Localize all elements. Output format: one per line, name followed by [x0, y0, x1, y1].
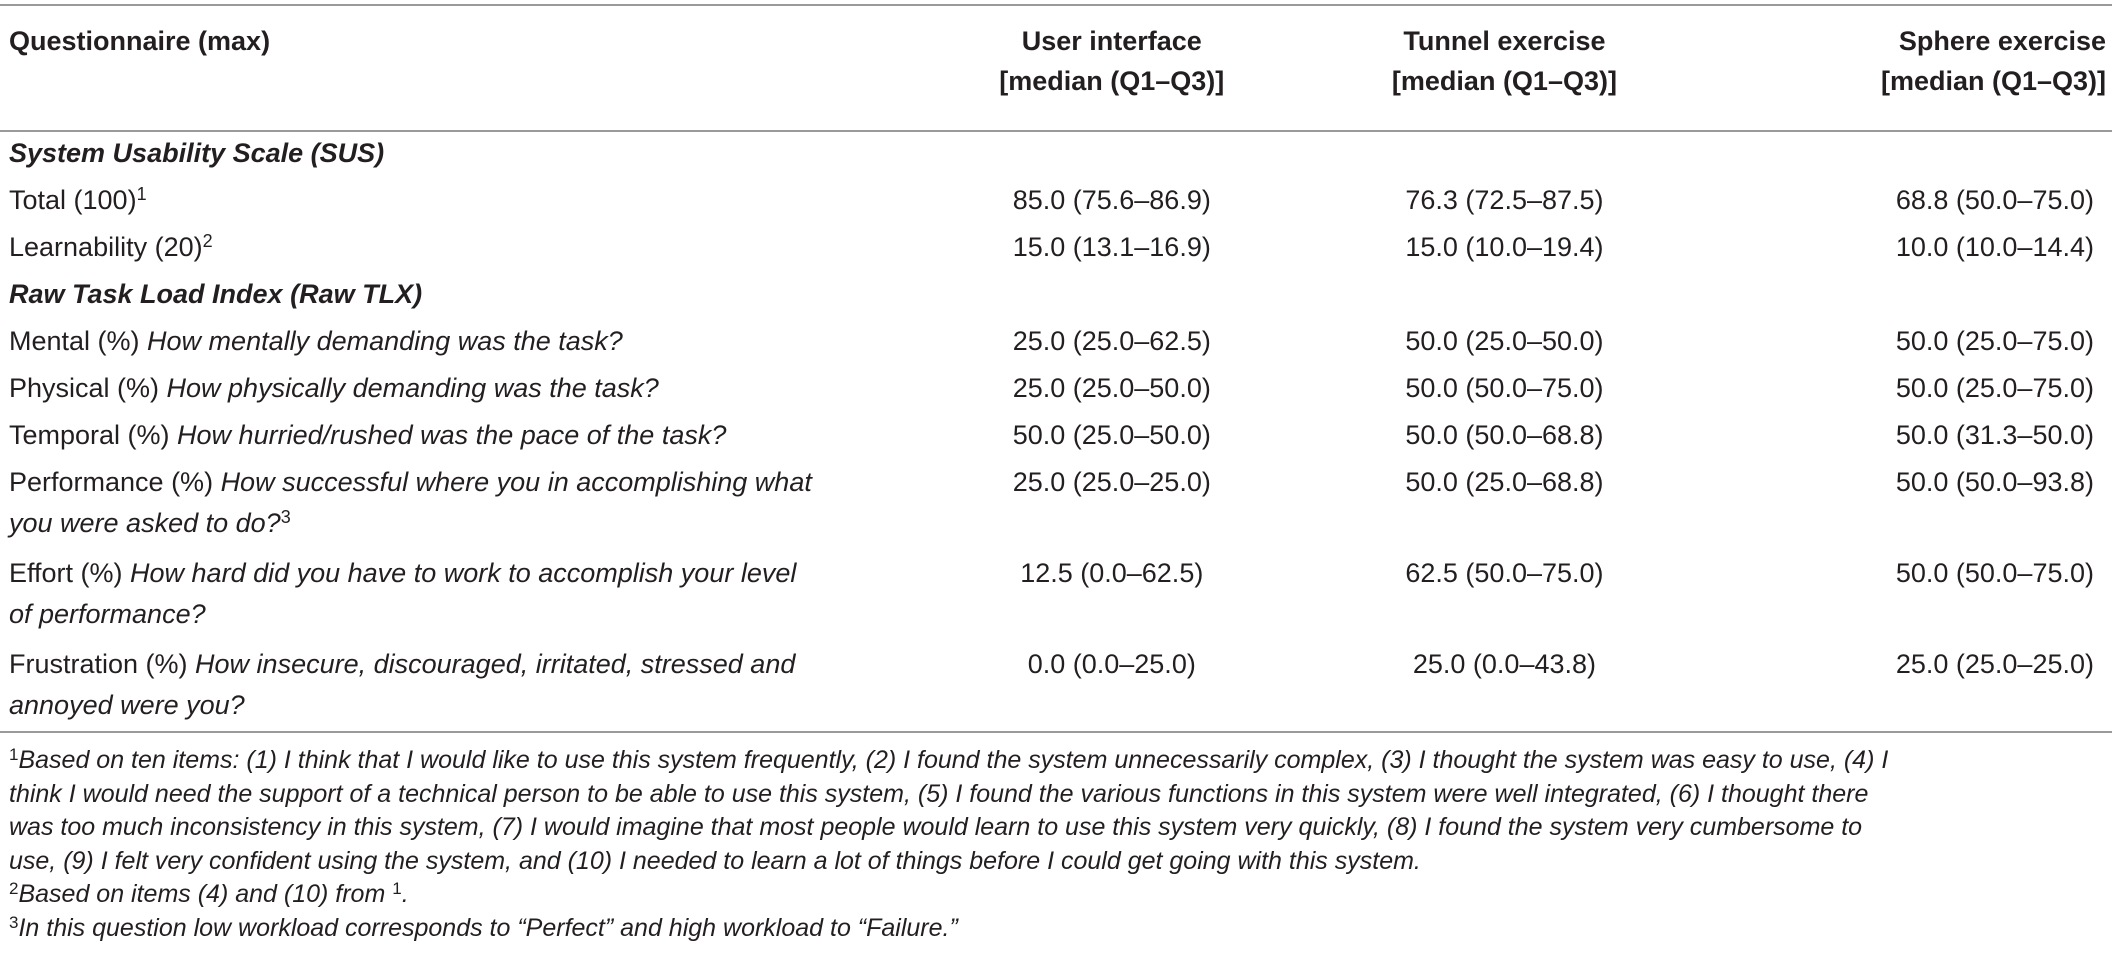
- row-label: Performance (%) How successful where you in accomplishing what you were asked to do?$^3$: [9, 467, 812, 538]
- table-row-mental: [0, 318, 2112, 365]
- cell-sphere: 10.0 (10.0–14.4): [1895, 232, 2094, 262]
- row-question-line2: annoyed were you?: [9, 690, 245, 720]
- footnote-ref: 1: [392, 879, 402, 898]
- header-tunnel-sub: [median (Q1–Q3)]: [1391, 66, 1617, 96]
- row-label: Frustration (%) How insecure, discouraged, irritated, stressed and annoyed were you?: [9, 649, 796, 720]
- header-questionnaire: Questionnaire (max): [9, 26, 271, 56]
- header-user-interface: [926, 4, 1297, 130]
- table-row-total: [0, 177, 2112, 224]
- table-row-learnability: [0, 224, 2112, 271]
- row-label: Total $(100)^1$: [9, 184, 147, 215]
- section-row-tlx: [0, 271, 2112, 318]
- table-row-physical: [0, 365, 2112, 412]
- cell-ui: 0.0 (0.0–25.0): [1027, 649, 1196, 679]
- cell-tunnel: 50.0 (50.0–68.8): [1405, 420, 1604, 450]
- cell-ui: 25.0 (25.0–50.0): [1012, 373, 1211, 403]
- section-title-tlx: Raw Task Load Index (Raw TLX): [9, 279, 423, 309]
- footnote-ref: 1: [136, 184, 147, 204]
- footnote-ref: 3: [280, 507, 291, 527]
- cell-tunnel: 62.5 (50.0–75.0): [1405, 558, 1604, 588]
- table-row-performance: [0, 459, 2112, 550]
- row-label: Learnability $(20)^2$: [9, 231, 213, 262]
- row-question-line1: How insecure, discouraged, irritated, stressed and: [195, 649, 796, 679]
- row-question-line1: How hard did you have to work to accomplish your level: [130, 558, 797, 588]
- footnote-ref: 2: [202, 231, 213, 251]
- row-question: How hurried/rushed was the pace of the task?: [177, 420, 727, 450]
- table-row-frustration: [0, 641, 2112, 732]
- questionnaire-table: [0, 4, 2112, 732]
- footnote-mark: 2: [9, 879, 19, 898]
- cell-ui: 25.0 (25.0–25.0): [1012, 467, 1211, 497]
- footnote-mark: 3: [9, 912, 19, 932]
- header-sphere-title: Sphere exercise: [1898, 26, 2106, 56]
- row-label: Mental (%) How mentally demanding was the task?: [9, 326, 623, 356]
- cell-tunnel: 50.0 (25.0–68.8): [1405, 467, 1604, 497]
- cell-ui: 15.0 (13.1–16.9): [1012, 232, 1211, 262]
- cell-ui: 50.0 (25.0–50.0): [1012, 420, 1211, 450]
- header-sphere-sub: [median (Q1–Q3)]: [1880, 66, 2106, 96]
- row-label: Effort (%) How hard did you have to work to accomplish your level of performance?: [9, 558, 797, 629]
- table-row-temporal: [0, 412, 2112, 459]
- header-tunnel-exercise: [1297, 4, 1712, 130]
- cell-sphere: 50.0 (50.0–75.0): [1895, 558, 2094, 588]
- cell-tunnel: 25.0 (0.0–43.8): [1412, 649, 1597, 679]
- header-sphere-exercise: [1712, 4, 2112, 130]
- row-question-line1: How successful where you in accomplishing what: [220, 467, 812, 497]
- cell-sphere: 50.0 (50.0–93.8): [1895, 467, 2094, 497]
- cell-tunnel: 50.0 (50.0–75.0): [1405, 373, 1604, 403]
- row-label: Temporal (%) How hurried/rushed was the pace of the task?: [9, 420, 727, 450]
- cell-sphere: 50.0 (25.0–75.0): [1895, 373, 2094, 403]
- footnote-1: $^1$Based on ten items: (1) I think that I would like to use this system frequently, (2) I found the system unnecessarily complex, (3) I thought the system was easy to use, (4) I think I would need the support of a technical person to be able to use this system, (5) I found the various functions in this system were well integrated, (6) I thought there was too much inconsistency in this system, (7) I would imagine that most people would learn to use this system very quickly, (8) I found the system very cumbersome to use, (9) I felt very confident using the system, and (10) I needed to learn a lot of things before I could get going with this system.: [9, 745, 1889, 875]
- cell-sphere: 25.0 (25.0–25.0): [1895, 649, 2094, 679]
- section-row-sus: [0, 130, 2112, 177]
- footnote-2: $^2$Based on items (4) and (10) from $^1$.: [9, 879, 409, 908]
- cell-tunnel: 15.0 (10.0–19.4): [1405, 232, 1604, 262]
- section-title-sus: System Usability Scale (SUS): [9, 138, 385, 168]
- header-ui-title: User interface: [1021, 26, 1202, 56]
- cell-tunnel: 76.3 (72.5–87.5): [1405, 185, 1604, 215]
- footnotes: [9, 744, 2115, 945]
- cell-sphere: 50.0 (31.3–50.0): [1895, 420, 2094, 450]
- row-question-line2: of performance?: [9, 599, 206, 629]
- cell-sphere: 68.8 (50.0–75.0): [1895, 185, 2094, 215]
- row-question: How physically demanding was the task?: [166, 373, 659, 403]
- footnote-mark: 1: [9, 745, 19, 764]
- cell-ui: 25.0 (25.0–62.5): [1012, 326, 1211, 356]
- header-row: [0, 4, 2112, 130]
- cell-ui: 85.0 (75.6–86.9): [1012, 185, 1211, 215]
- cell-sphere: 50.0 (25.0–75.0): [1895, 326, 2094, 356]
- header-ui-sub: [median (Q1–Q3)]: [999, 66, 1225, 96]
- row-label: Physical (%) How physically demanding was the task?: [9, 373, 659, 403]
- row-question: How mentally demanding was the task?: [147, 326, 623, 356]
- footnote-3: $^3$In this question low workload corresponds to “Perfect” and high workload to “Failure.”: [9, 912, 958, 942]
- header-tunnel-title: Tunnel exercise: [1403, 26, 1606, 56]
- row-question-line2: you were asked to do?: [9, 508, 281, 538]
- table-row-effort: [0, 550, 2112, 641]
- cell-ui: 12.5 (0.0–62.5): [1020, 558, 1204, 588]
- cell-tunnel: 50.0 (25.0–50.0): [1405, 326, 1604, 356]
